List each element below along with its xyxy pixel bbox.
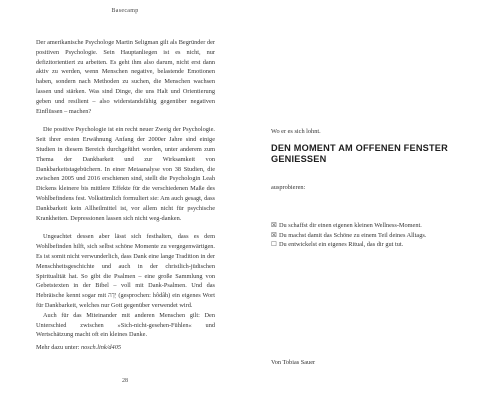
author-credit: Von Tobias Sauer	[271, 359, 316, 366]
footnote-link[interactable]: nosch.link/d405	[80, 344, 122, 351]
checklist-item	[271, 240, 481, 250]
right-page	[250, 0, 500, 410]
paragraph-3: Ungeachtet dessen aber lässt sich festhalten, dass es dem Wohlbefinden hilft, sich selbst schöne Momente zu vergegenwärtigen. Es ist somit nicht verwunderlich, dass Dank eine lange Tradition in der Menschheitsgeschichte und auch in der christlich-jüdischen Spiritualität hat. So gibt die Psalmen – eine große Sammlung von Gebetstexten in der Bibel – voll mit Dank-Psalmen. Und das Hebräische kennt sogar mit יָדָה (gesprochen: hôdâh) ein eigenes Wort für Dankbarkeit, welches nur Gott gegenüber verwendet wird.	[36, 233, 215, 309]
body-text	[36, 38, 215, 340]
checklist-item	[271, 231, 481, 241]
prompt-text: ausprobieren:	[271, 184, 306, 191]
checklist	[271, 221, 481, 250]
checklist-item-text: Du machst damit das Schöne zu einem Teil deines Alltags.	[279, 231, 427, 239]
paragraph-1: Der amerikanische Psychologe Martin Seligman gilt als Begründer der positiven Psychologie. Sein Hauptanliegen ist es nicht, nur defizitorientiert zu arbeiten. Es geht ihm also darum, nicht erst dann aktiv zu werden, wenn Menschen negative, belastende Emotionen haben, sondern nach Methoden zu suchen, die Menschen wachsen lassen und stärken. Was sind Dinge, die uns Halt und Orientierung geben und resilient – also widerstandsfähig gegenüber negativen Einflüssen – machen?	[36, 39, 215, 115]
intro-text: Wo er es sich lohnt.	[271, 128, 321, 135]
paragraph-4: Auch für das Miteinander mit anderen Menschen gilt: Den Unterschied zwischen »Sich-nicht-gesehen-Fühlen« und Wertschätzung macht oft ein kleines Danke.	[36, 311, 215, 339]
footnote	[36, 344, 216, 351]
running-header: Basecamp	[111, 8, 139, 14]
checklist-item	[271, 221, 481, 231]
section-title: DEN MOMENT AM OFFENEN FENSTER GENIESSEN	[271, 143, 448, 164]
checklist-item-text: Du entwickelst ein eigenes Ritual, das dir gut tut.	[279, 241, 404, 248]
checked-box-icon: ☒	[271, 222, 277, 229]
empty-box-icon: ☐	[271, 241, 277, 248]
paragraph-2: Die positive Psychologie ist ein recht neuer Zweig der Psychologie. Seit ihrer ersten Erwähnung Anfang der 2000er Jahre sind einige Studien in diesem Bereich durchgeführt worden, unter anderem zum Thema der Dankbarkeit und zur Wirksamkeit von Dankbarkeitstagebüchern. In einer Metaanalyse von 38 Studien, die zwischen 2005 und 2016 erschienen sind, stellt die Psychologin Leah Dickens kleinere bis mittlere Effekte für die verschiedenen Maße des Wohlbefindens fest. Volkstümlich formuliert sie: Am auch gesagt, dass Dankbarkeit kein Allheilmittel ist, vor allem nicht für psychische Krankheiten. Depressionen lassen sich nicht weg-danken.	[36, 126, 215, 222]
page-number: 28	[122, 378, 128, 384]
footnote-prefix: Mehr dazu unter:	[36, 344, 80, 351]
checklist-item-text: Du schaffst dir einen eigenen kleinen Wellness-Moment.	[279, 222, 422, 229]
checked-box-icon: ☒	[271, 231, 277, 239]
